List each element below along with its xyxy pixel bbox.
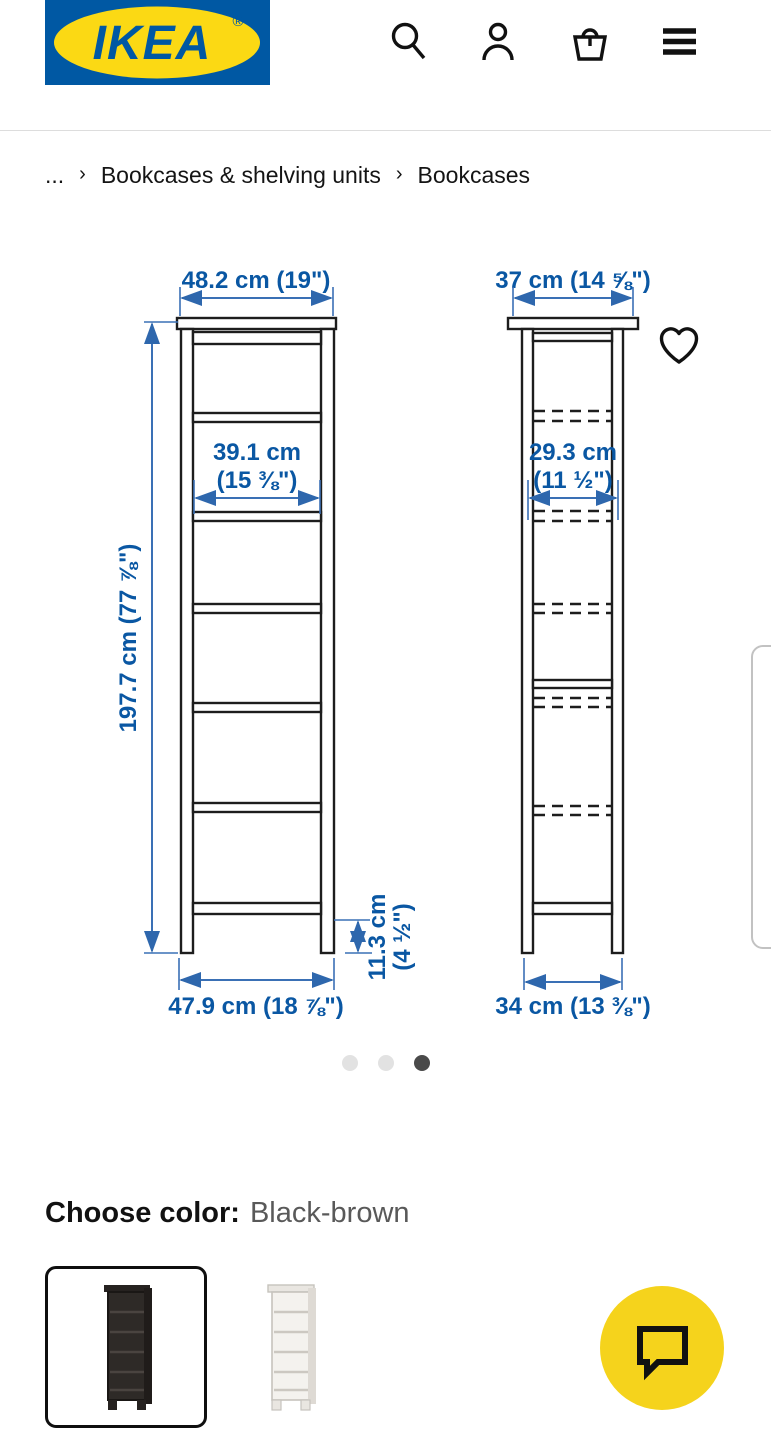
logo-registered-mark: ® — [232, 13, 244, 30]
swatch-image-black-brown — [51, 1272, 201, 1422]
breadcrumb-separator: › — [395, 163, 403, 185]
carousel-dot-3-active[interactable] — [414, 1055, 430, 1071]
dim-front-inner-width-line2: (15 ⅜") — [216, 467, 298, 494]
swatch-image-white — [215, 1272, 365, 1422]
favorite-heart-icon[interactable] — [661, 329, 696, 362]
front-view-drawing — [115, 267, 416, 1020]
carousel-dot-1[interactable] — [342, 1055, 358, 1071]
choose-color-label: Choose color: — [45, 1197, 240, 1229]
dim-side-inner-depth-line2: (11 ½") — [533, 467, 613, 494]
breadcrumb — [45, 162, 530, 189]
dim-front-leg-height-line1: 11.3 cm — [364, 893, 391, 981]
scrollbar-thumb[interactable] — [751, 645, 771, 949]
dim-side-bottom-depth: 34 cm (13 ⅜") — [495, 993, 651, 1020]
dim-front-bottom-width: 47.9 cm (18 ⅞") — [168, 993, 344, 1020]
dim-front-height: 197.7 cm (77 ⅞") — [115, 543, 142, 733]
color-swatch-black-brown[interactable] — [45, 1266, 207, 1428]
product-dimension-diagram — [0, 230, 771, 1030]
choose-color-value: Black-brown — [249, 1197, 410, 1229]
breadcrumb-collapsed[interactable]: ... — [45, 162, 65, 188]
dim-front-leg-height-line2: (4 ½") — [389, 903, 416, 971]
ikea-logo[interactable] — [45, 0, 270, 85]
header-divider — [0, 130, 771, 131]
basket-icon[interactable] — [568, 20, 612, 64]
menu-icon[interactable] — [656, 20, 700, 64]
color-swatch-white[interactable] — [212, 1272, 368, 1422]
logo-text: IKEA — [92, 17, 212, 70]
carousel-dots — [0, 1055, 771, 1071]
dim-front-inner-width-line1: 39.1 cm — [212, 439, 302, 466]
dim-front-top-width: 48.2 cm (19") — [181, 267, 331, 294]
carousel-dot-2[interactable] — [378, 1055, 394, 1071]
breadcrumb-item-bookcases-shelving[interactable]: Bookcases & shelving units — [100, 162, 381, 188]
breadcrumb-item-bookcases[interactable]: Bookcases — [417, 162, 531, 188]
side-view-drawing — [495, 267, 650, 1020]
chat-button[interactable] — [600, 1286, 724, 1410]
dim-side-top-depth: 37 cm (14 ⅝") — [495, 267, 651, 294]
profile-icon[interactable] — [476, 20, 520, 64]
search-icon[interactable] — [386, 20, 430, 64]
breadcrumb-separator: › — [79, 163, 86, 185]
chat-bubble-icon — [627, 1313, 697, 1383]
choose-color-heading — [45, 1197, 410, 1230]
dim-side-inner-depth-line1: 29.3 cm — [528, 439, 618, 466]
